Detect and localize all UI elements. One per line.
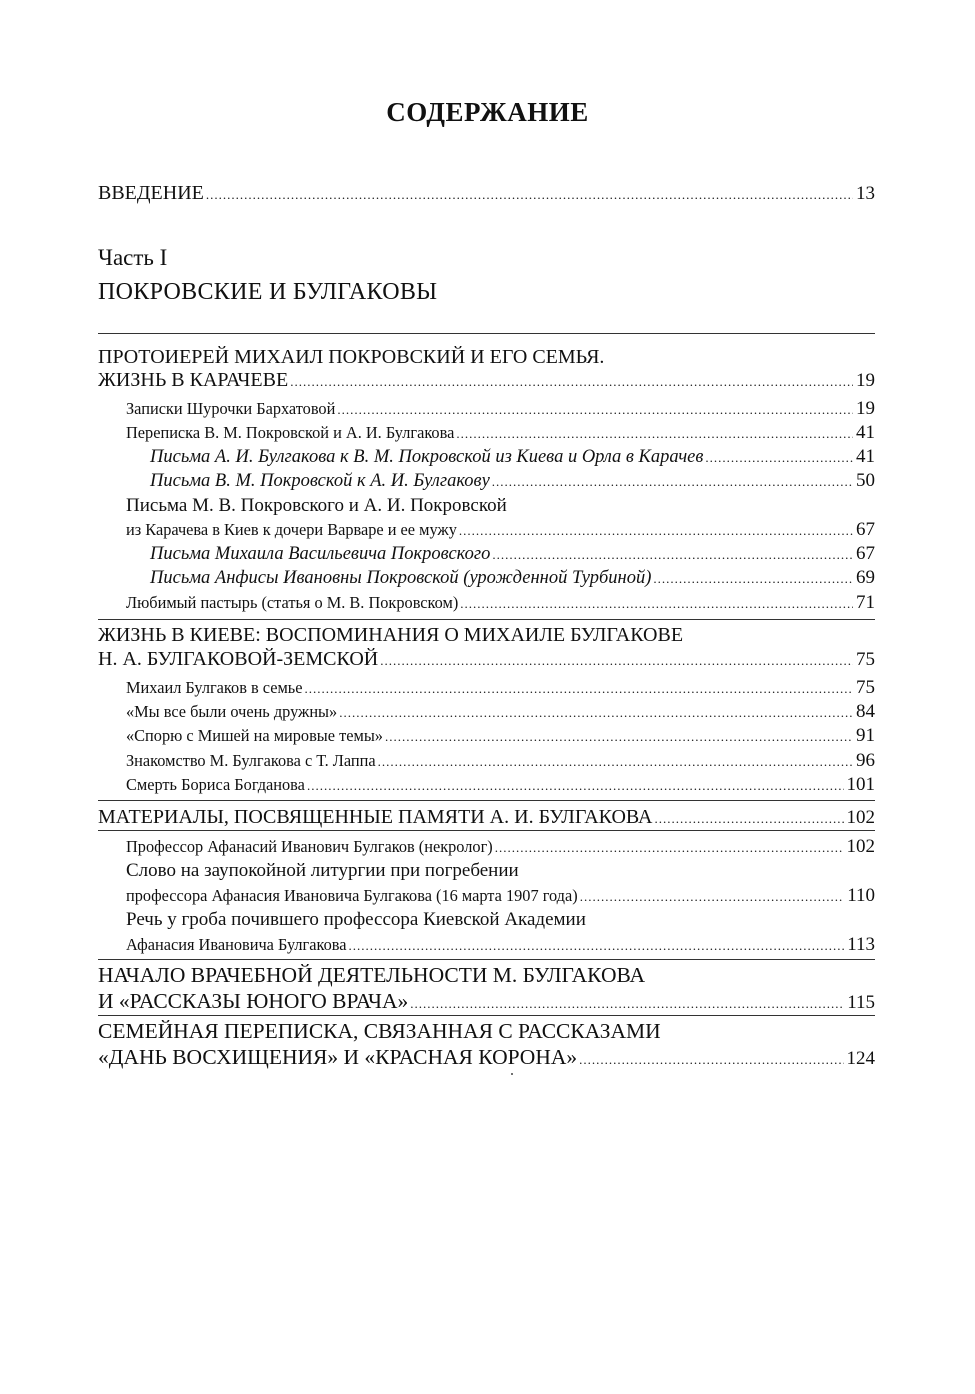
dot-leader: [337, 399, 853, 421]
dot-leader: [653, 568, 853, 590]
dot-leader: [307, 775, 844, 797]
toc-entry-very-friendly[interactable]: «Мы все были очень дружны» ..... 84: [126, 701, 875, 724]
toc-entry-funeral-sermon[interactable]: профессора Афанасия Ивановича Булгакова (16 марта 1907 года) ..... 110: [126, 885, 875, 908]
dot-leader: [290, 371, 853, 393]
section-divider: [98, 800, 875, 801]
scan-speck: [511, 1073, 513, 1075]
page-number: 67: [856, 543, 875, 564]
toc-entry-heading-line: Слово на заупокойной литургии при погребении: [126, 860, 519, 881]
toc-entry-letters-from-karachev[interactable]: из Карачева в Киев к дочери Варваре и ее мужу ..... 67: [126, 519, 875, 542]
dot-leader: [580, 886, 845, 908]
dot-leader: [349, 935, 845, 957]
toc-entry-anfisa-letters[interactable]: Письма Анфисы Ивановны Покровской (урожденной Турбиной) ..... 69: [150, 567, 875, 590]
page-number: 102: [846, 836, 875, 857]
toc-entry-letters-from-kiev[interactable]: Письма А. И. Булгакова к В. М. Покровской из Киева и Орла в Карачев ..... 41: [150, 446, 875, 469]
page-number: 101: [846, 774, 875, 795]
toc-entry-obituary[interactable]: Профессор Афанасий Иванович Булгаков (некролог) ..... 102: [126, 836, 875, 859]
dot-leader: [492, 471, 853, 493]
page-number: 91: [856, 725, 875, 746]
page-title: СОДЕРЖАНИЕ: [386, 97, 589, 127]
section-divider: [98, 830, 875, 831]
dot-leader: [339, 702, 853, 724]
page-number: 41: [856, 446, 875, 467]
page-number: 19: [856, 370, 875, 391]
dot-leader: [380, 650, 853, 672]
page-number: 19: [856, 398, 875, 419]
page-number: 84: [856, 701, 875, 722]
toc-entry-mikhail-letters[interactable]: Письма Михаила Васильевича Покровского ..... 67: [150, 543, 875, 566]
part-title: ПОКРОВСКИЕ И БУЛГАКОВЫ: [98, 279, 438, 305]
dot-leader: [305, 678, 854, 700]
toc-entry-heading-line: СЕМЕЙНАЯ ПЕРЕПИСКА, СВЯЗАННАЯ С РАССКАЗАМИ: [98, 1019, 661, 1043]
page-number: 50: [856, 470, 875, 491]
page-number: 69: [856, 567, 875, 588]
page-number: 13: [856, 183, 875, 204]
dot-leader: [492, 544, 853, 566]
section-divider: [98, 619, 875, 620]
toc-entry-family-correspondence[interactable]: «ДАНЬ ВОСХИЩЕНИЯ» И «КРАСНАЯ КОРОНА» ..... 124: [98, 1046, 875, 1071]
page-number: 75: [856, 649, 875, 670]
dot-leader: [206, 184, 853, 206]
toc-entry-bulgakov-in-family[interactable]: Михаил Булгаков в семье ..... 75: [126, 677, 875, 700]
dot-leader: [456, 423, 853, 445]
dot-leader: [410, 993, 844, 1015]
page-number: 75: [856, 677, 875, 698]
toc-entry-pokrovsky-family[interactable]: ЖИЗНЬ В КАРАЧЕВЕ ..... 19: [98, 369, 875, 393]
dot-leader: [654, 808, 843, 830]
page-number: 113: [847, 934, 875, 955]
toc-entry-heading-line: НАЧАЛО ВРАЧЕБНОЙ ДЕЯТЕЛЬНОСТИ М. БУЛГАКОВА: [98, 963, 646, 987]
toc-entry-meeting-lappa[interactable]: Знакомство М. Булгакова с Т. Лаппа ..... 96: [126, 750, 875, 773]
section-divider: [98, 959, 875, 960]
dot-leader: [579, 1049, 843, 1071]
toc-entry-graveside-speech[interactable]: Афанасия Ивановича Булгакова ..... 113: [126, 934, 875, 957]
toc-entry-medical-career[interactable]: И «РАССКАЗЫ ЮНОГО ВРАЧА» ..... 115: [98, 990, 875, 1015]
section-divider: [98, 1015, 875, 1016]
toc-entry-beloved-pastor[interactable]: Любимый пастырь (статья о М. В. Покровском) ..... 71: [126, 592, 875, 615]
part-label: Часть I: [98, 245, 168, 270]
dot-leader: [495, 837, 844, 859]
toc-entry-life-in-kiev[interactable]: Н. А. БУЛГАКОВОЙ-ЗЕМСКОЙ ..... 75: [98, 648, 875, 672]
toc-entry-memorial-materials[interactable]: МАТЕРИАЛЫ, ПОСВЯЩЕННЫЕ ПАМЯТИ А. И. БУЛГАКОВА ..... 102: [98, 806, 875, 830]
toc-entry-letters-to-bulgakov[interactable]: Письма В. М. Покровской к А. И. Булгакову ..... 50: [150, 470, 875, 493]
toc-entry-correspondence[interactable]: Переписка В. М. Покровской и А. И. Булгакова ..... 41: [126, 422, 875, 445]
toc-entry-barkhatova-notes[interactable]: Записки Шурочки Бархатовой ..... 19: [126, 398, 875, 421]
dot-leader: [459, 520, 853, 542]
page-number: 110: [847, 885, 875, 906]
dot-leader: [378, 751, 853, 773]
page-number: 71: [856, 592, 875, 613]
page-number: 115: [847, 992, 875, 1013]
section-divider: [98, 333, 875, 334]
dot-leader: [385, 726, 853, 748]
toc-entry-world-topics[interactable]: «Спорю с Мишей на мировые темы» ..... 91: [126, 725, 875, 748]
toc-entry-heading-line: ЖИЗНЬ В КИЕВЕ: ВОСПОМИНАНИЯ О МИХАИЛЕ БУЛГАКОВЕ: [98, 624, 684, 646]
page-number: 96: [856, 750, 875, 771]
toc-entry-introduction[interactable]: ВВЕДЕНИЕ ..... 13: [98, 182, 875, 206]
page-number: 67: [856, 519, 875, 540]
toc-entry-bogdanov-death[interactable]: Смерть Бориса Богданова ..... 101: [126, 774, 875, 797]
dot-leader: [705, 447, 853, 469]
toc-entry-heading-line: ПРОТОИЕРЕЙ МИХАИЛ ПОКРОВСКИЙ И ЕГО СЕМЬЯ.: [98, 346, 605, 368]
page-number: 41: [856, 422, 875, 443]
toc-entry-heading-line: Письма М. В. Покровского и А. И. Покровской: [126, 495, 507, 516]
page-number: 124: [846, 1048, 875, 1069]
dot-leader: [460, 593, 853, 615]
page-number: 102: [846, 807, 875, 828]
toc-entry-heading-line: Речь у гроба почившего профессора Киевской Академии: [126, 909, 586, 930]
